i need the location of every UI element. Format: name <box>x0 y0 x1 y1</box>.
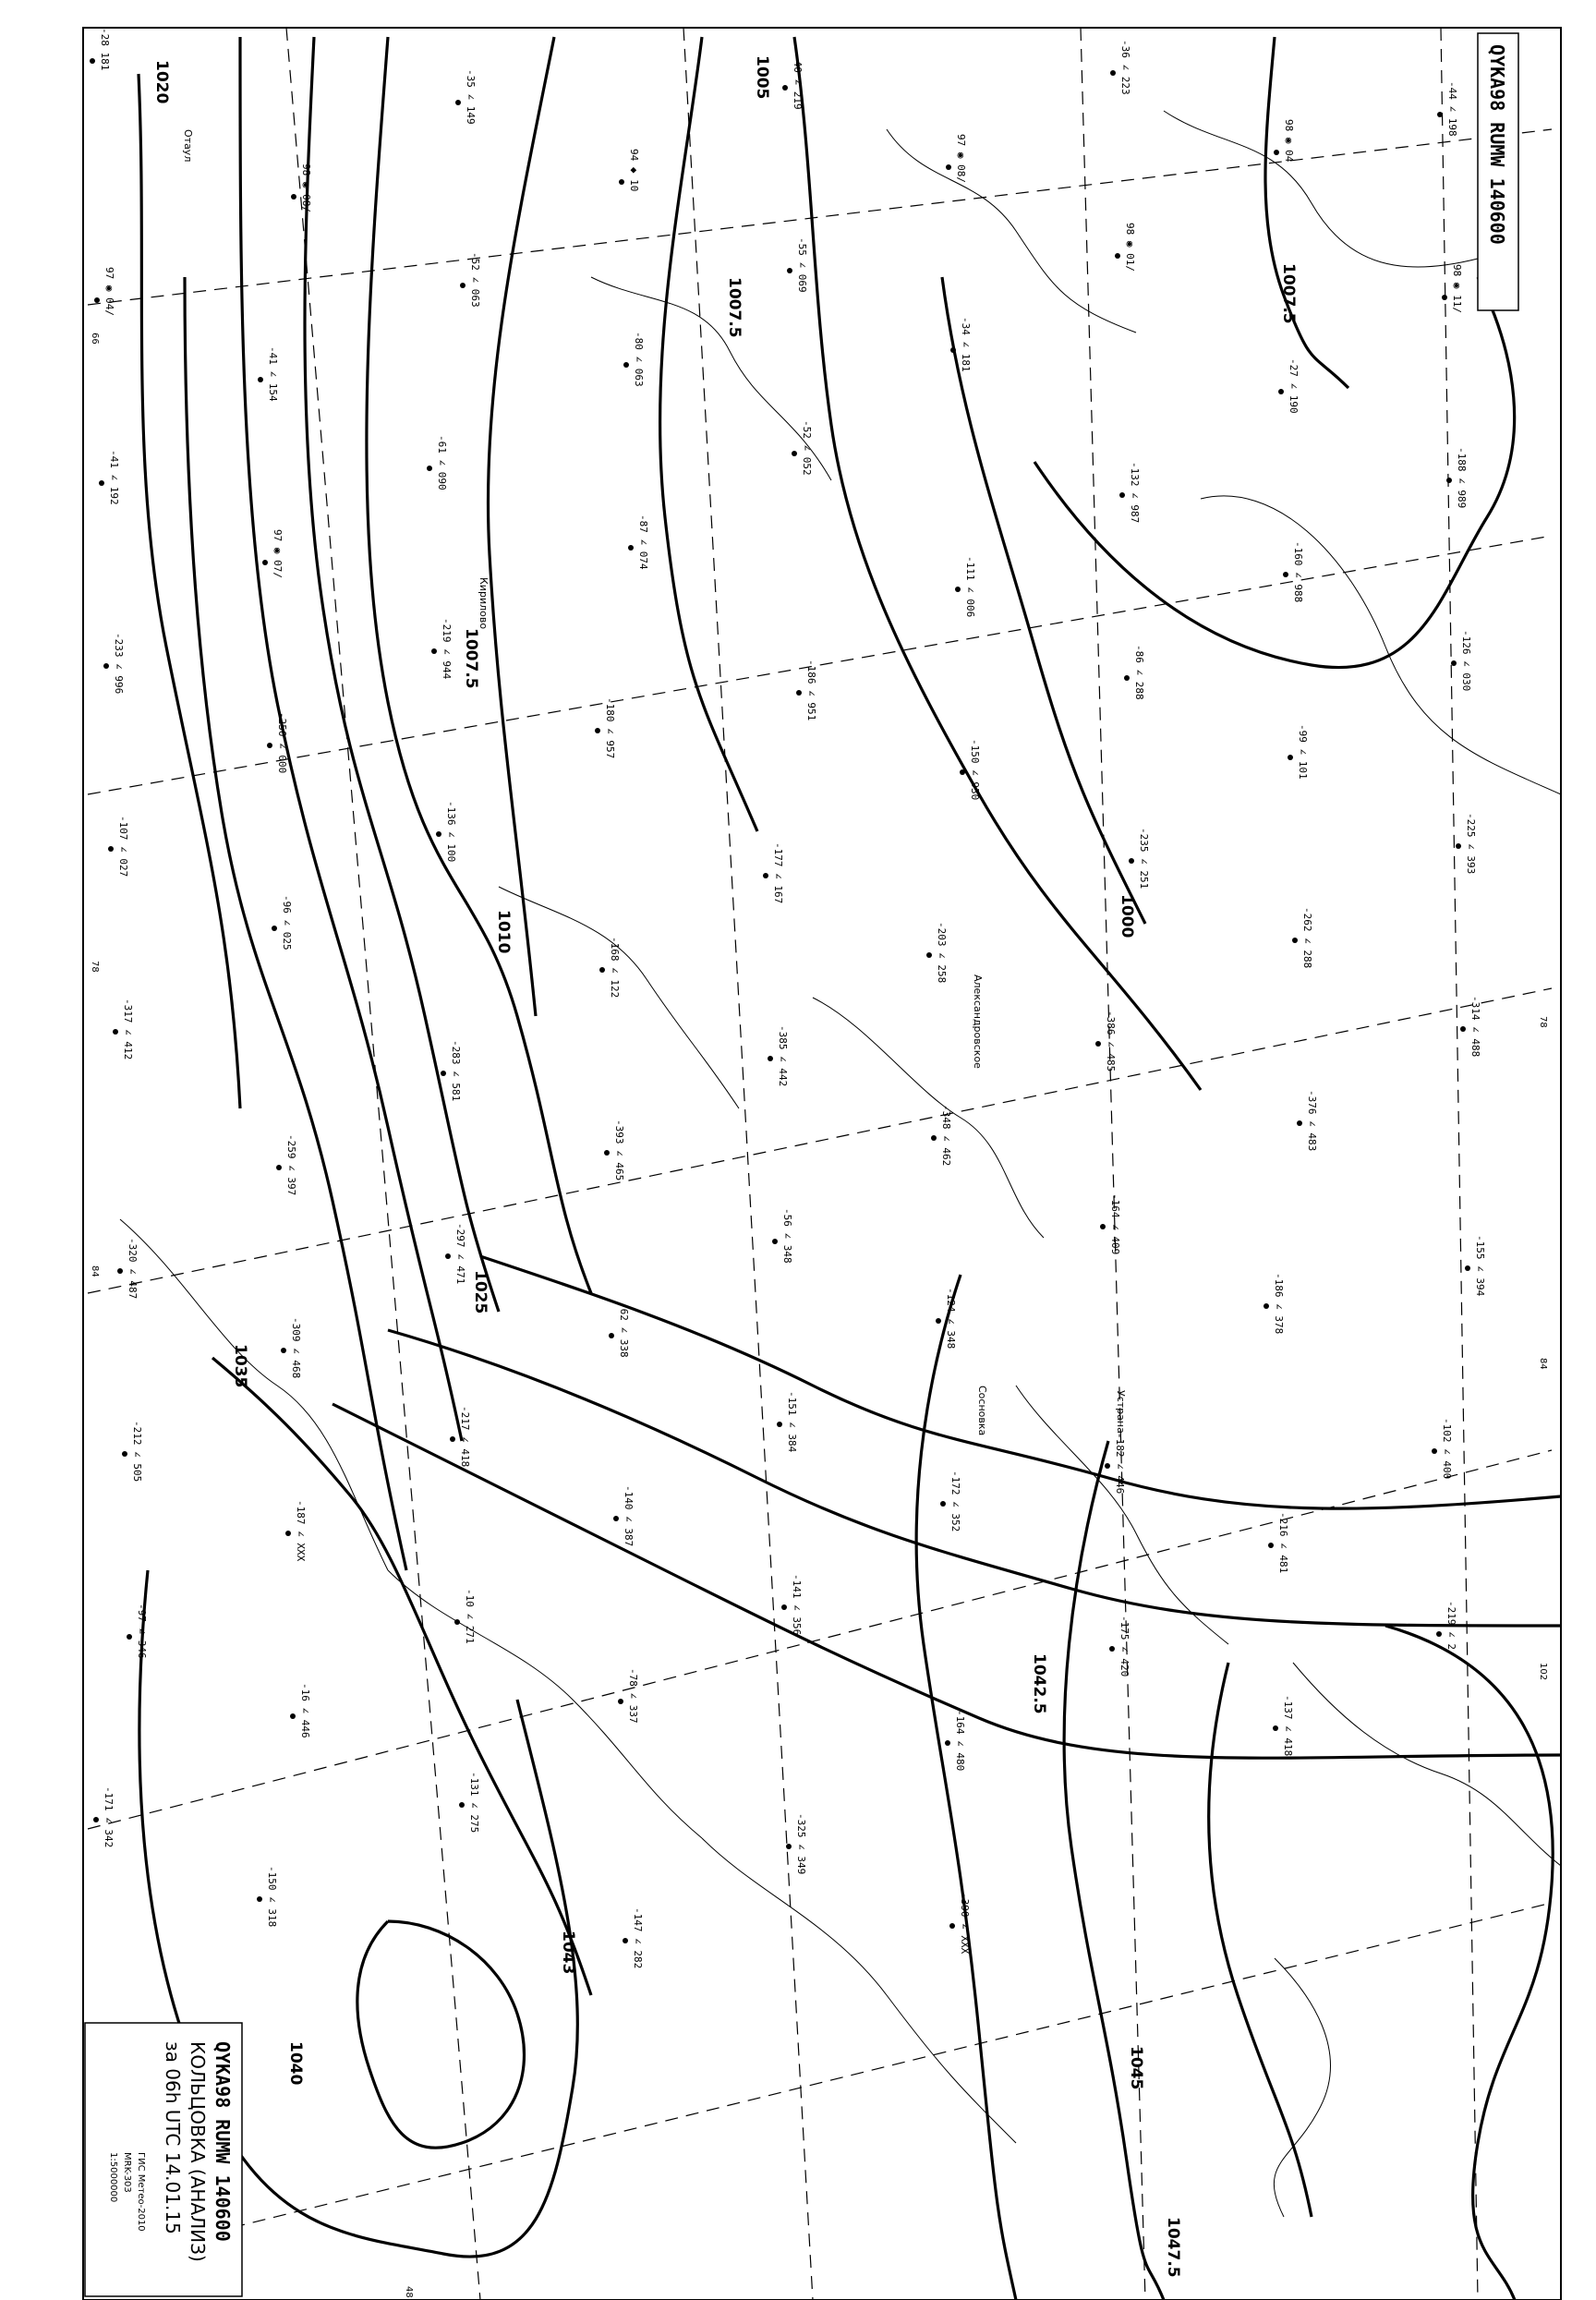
station-plot: -124 ∠ 348 <box>945 1288 957 1350</box>
station-plot: -180 ∠ 957 <box>604 697 616 759</box>
station-plot: -35 ∠ 149 <box>465 69 477 125</box>
station-dot <box>1268 1543 1274 1548</box>
isobar-1000 <box>1034 277 1515 668</box>
station-plot: 98 ◉ 11/ <box>1451 264 1463 313</box>
station-dot <box>1432 1448 1437 1454</box>
isobar-1025 <box>480 1256 1561 1508</box>
station-plot: -28 181 <box>99 28 111 71</box>
station-dot <box>258 377 263 382</box>
station-plot: -216 ∠ 481 <box>1277 1512 1289 1574</box>
isobar-label: 1000 <box>1118 894 1136 938</box>
station-plot: -164 ∠ 409 <box>1109 1193 1121 1255</box>
station-plot: -233 ∠ 996 <box>113 633 125 695</box>
station-dot <box>113 1029 118 1035</box>
station-dot <box>1292 938 1298 943</box>
station-dot <box>1451 660 1457 666</box>
station-plot: -56 ∠ 348 <box>781 1208 793 1264</box>
station-plot: -212 ∠ 505 <box>131 1421 143 1483</box>
station-dot <box>955 587 961 592</box>
place-name: Александровское <box>972 974 984 1069</box>
station-plot: -187 ∠ XXX <box>295 1500 307 1562</box>
station-dot <box>936 1318 941 1324</box>
station-dot <box>595 728 600 733</box>
isobar-label: 1043 <box>559 1931 577 1975</box>
station-dot <box>787 268 792 273</box>
station-dot <box>599 967 605 973</box>
coordinate-grid <box>88 28 1552 2300</box>
station-plot: -297 ∠ 471 <box>454 1223 466 1285</box>
station-dot <box>1283 572 1288 577</box>
isobar-1015 <box>240 37 462 1441</box>
station-dot <box>796 690 802 696</box>
station-dot <box>108 846 114 852</box>
station-plot: -171 ∠ 342 <box>103 1786 115 1848</box>
station-dot <box>772 1239 778 1244</box>
station-plot: -225 ∠ 393 <box>1465 813 1477 875</box>
station-plot: -78 ∠ 337 <box>627 1668 639 1724</box>
station-plot: -186 ∠ 378 <box>1273 1273 1285 1335</box>
station-plot: -99 ∠ 101 <box>1297 724 1309 780</box>
isobar-1020 <box>139 74 240 1108</box>
header-stamp-code: QYKA98 RUMW 140600 <box>1486 44 1508 245</box>
station-dot <box>441 1071 446 1076</box>
isobar-1030 <box>332 1404 1561 1758</box>
station-plot: -131 ∠ 275 <box>468 1772 480 1834</box>
station-plot: -188 ∠ 989 <box>1456 447 1468 509</box>
lat-label: 84 <box>1538 1358 1548 1370</box>
station-dot <box>1110 70 1116 76</box>
station-dot <box>940 1501 946 1507</box>
station-dot <box>1437 112 1443 117</box>
station-plot: -283 ∠ 581 <box>450 1040 462 1102</box>
station-dot <box>1273 1725 1278 1731</box>
station-plot: -10 ∠ 271 <box>464 1589 476 1644</box>
station-plot: 98 ◉ 08/ <box>300 163 312 212</box>
station-plot: -80 ∠ 063 <box>633 332 645 387</box>
station-plot: -147 ∠ 282 <box>632 1907 644 1969</box>
station-plot: -41 ∠ 192 <box>108 450 120 505</box>
station-plot: 94 ◆ 10 <box>628 149 640 192</box>
station-plot: -385 ∠ 442 <box>777 1025 789 1087</box>
station-plot: -314 ∠ 488 <box>1469 996 1481 1058</box>
place-name: Устрана <box>1115 1390 1127 1434</box>
coastlines <box>120 111 1561 2217</box>
station-dot <box>281 1348 286 1353</box>
station-plot: -96 ∠ 025 <box>281 895 293 950</box>
footer-stamp <box>85 2023 242 2296</box>
place-name: Сосновка <box>976 1386 988 1436</box>
isobar-1040-east <box>916 1275 1016 2300</box>
station-dot <box>949 1923 955 1929</box>
station-dot <box>1446 478 1452 483</box>
isobar-label: 1025 <box>471 1270 490 1314</box>
station-plot: -376 ∠ 483 <box>1306 1090 1318 1152</box>
isobar-label: 1005 <box>753 55 771 100</box>
station-plot: -150 ∠ 318 <box>266 1866 278 1928</box>
station-plot: 97 ◉ 07/ <box>272 529 284 578</box>
isobar-1027-5 <box>388 1330 1561 1626</box>
isobar-1043 <box>357 1921 525 2148</box>
station-plot: -164 ∠ 480 <box>954 1710 966 1772</box>
station-plot: -250 ∠ 000 <box>276 712 288 774</box>
station-dot <box>609 1333 614 1338</box>
station-plot: -107 ∠ 027 <box>117 816 129 878</box>
station-plot: -87 ∠ 074 <box>637 514 649 570</box>
station-plot: -86 ∠ 288 <box>1133 645 1145 700</box>
station-plot: -40 ∠ 219 <box>792 54 804 110</box>
isobar-1047-5 <box>1385 1626 1553 2300</box>
lat-label: 78 <box>90 961 100 973</box>
station-dot <box>1105 1463 1110 1469</box>
station-dot <box>604 1150 610 1156</box>
station-plots <box>90 28 1486 1968</box>
station-dot <box>623 1938 628 1943</box>
station-dot <box>276 1165 282 1170</box>
isobar-label: 1007.5 <box>725 277 744 338</box>
station-plot: 98 ◉ 04 <box>1283 119 1295 163</box>
station-dot <box>450 1436 455 1442</box>
station-dot <box>619 179 624 185</box>
station-dot <box>960 769 965 775</box>
isobar-1005 <box>660 37 757 831</box>
station-plot: -186 ∠ 951 <box>805 660 817 721</box>
station-dot <box>777 1422 782 1427</box>
station-dot <box>122 1451 127 1457</box>
footer-stamp-time: за 06h UTC 14.01.15 <box>162 2041 184 2234</box>
station-dot <box>792 451 797 456</box>
station-dot <box>99 480 104 486</box>
station-plot: -259 ∠ 397 <box>285 1134 297 1196</box>
station-plot: -175 ∠ 420 <box>1118 1616 1130 1677</box>
station-plot: -36 ∠ 223 <box>1119 40 1131 95</box>
station-dot <box>763 873 768 878</box>
station-plot: -141 ∠ 356 <box>791 1574 803 1636</box>
station-plot: 97 ◉ 08/ <box>955 134 967 183</box>
station-dot <box>290 1713 296 1719</box>
station-dot <box>1278 389 1284 394</box>
station-dot <box>454 1619 460 1625</box>
station-dot <box>1129 858 1134 864</box>
station-dot <box>782 85 788 91</box>
station-dot <box>267 743 272 748</box>
station-dot <box>1460 1026 1466 1032</box>
station-dot <box>1274 150 1279 155</box>
station-plot: -320 ∠ 487 <box>127 1238 139 1300</box>
place-name: Кирилово <box>478 577 490 630</box>
station-plot: -52 ∠ 063 <box>469 252 481 308</box>
station-plot: -235 ∠ 251 <box>1138 828 1150 890</box>
footer-stamp-scale: 1:5000000 <box>108 2152 118 2203</box>
station-plot: -390 ∠ XXX <box>959 1893 971 1955</box>
station-plot: 97 ◉ 04/ <box>103 267 115 316</box>
station-dot <box>1124 675 1130 681</box>
station-dot <box>459 1802 465 1808</box>
station-dot <box>1264 1303 1269 1309</box>
station-dot <box>618 1699 623 1704</box>
station-dot <box>613 1516 619 1521</box>
isobar-label: 1010 <box>494 910 513 954</box>
isobar-label: 1040 <box>286 2041 305 2086</box>
station-dot <box>285 1531 291 1536</box>
station-dot <box>436 831 441 837</box>
station-plot: -16 ∠ 446 <box>299 1683 311 1738</box>
station-dot <box>946 164 951 170</box>
station-dot <box>257 1896 262 1902</box>
station-plot: -34 ∠ 181 <box>960 317 972 372</box>
station-plot: -151 ∠ 384 <box>786 1391 798 1453</box>
station-plot: -136 ∠ 100 <box>445 801 457 863</box>
station-dot <box>628 545 634 551</box>
station-plot: -393 ∠ 465 <box>613 1120 625 1181</box>
isobar-label: 1035 <box>231 1344 249 1388</box>
station-plot: -61 ∠ 090 <box>436 435 448 490</box>
latitude-labels <box>90 333 1548 2298</box>
isobar-label: 1045 <box>1127 2046 1145 2090</box>
station-dot <box>103 663 109 669</box>
station-dot <box>1465 1265 1470 1271</box>
station-dot <box>786 1844 792 1849</box>
station-plot: -137 ∠ 418 <box>1282 1695 1294 1757</box>
station-dot <box>94 297 100 303</box>
station-dot <box>1297 1120 1302 1126</box>
station-plot: -325 ∠ 349 <box>795 1813 807 1875</box>
station-dot <box>291 194 296 200</box>
station-dot <box>931 1135 937 1141</box>
station-plot: -62 ∠ 338 <box>618 1302 630 1358</box>
place-name: Отаул <box>182 129 194 163</box>
isobars <box>139 37 1561 2300</box>
station-plot: -41 ∠ 154 <box>267 346 279 402</box>
station-dot <box>1119 492 1125 498</box>
station-plot: -317 ∠ 412 <box>122 999 134 1060</box>
station-plot: -177 ∠ 167 <box>772 842 784 904</box>
station-dot <box>445 1253 451 1259</box>
isobar-label: 1042.5 <box>1030 1653 1048 1714</box>
station-dot <box>262 560 268 565</box>
station-plot: -386 ∠ 485 <box>1105 1011 1117 1072</box>
footer-stamp-title: КОЛЬЦОВКА (АНАЛИЗ) <box>187 2041 209 2262</box>
station-dot <box>1456 843 1461 849</box>
lat-label: 84 <box>90 1265 100 1277</box>
station-plot: -168 ∠ 122 <box>609 937 621 999</box>
lat-label: 102 <box>1538 1663 1548 1681</box>
place-names <box>182 129 1127 1435</box>
station-plot: -219 ∠ 2 <box>1445 1601 1457 1650</box>
station-plot: -219 ∠ 944 <box>441 618 453 680</box>
station-dot <box>427 466 432 471</box>
station-dot <box>460 283 466 288</box>
isobar-label: 1047.5 <box>1164 2217 1182 2278</box>
station-plot: -140 ∠ 387 <box>623 1485 635 1547</box>
footer-stamp-product: MRK-303 <box>122 2152 132 2193</box>
station-plot: -150 ∠ 930 <box>969 739 981 801</box>
station-dot <box>93 1817 99 1822</box>
lat-label: 78 <box>1538 1016 1548 1028</box>
station-plot: -132 ∠ 987 <box>1129 462 1141 524</box>
header-stamp <box>1478 33 1518 310</box>
isobar-1007-5-a <box>488 37 554 1016</box>
lat-label: 48 <box>404 2286 414 2298</box>
station-plot: -262 ∠ 288 <box>1301 907 1313 969</box>
isobar-1045 <box>1209 1663 1312 2217</box>
isobar-label: 1007.5 <box>1279 263 1298 324</box>
station-plot: -52 ∠ 052 <box>801 420 813 476</box>
station-plot: -309 ∠ 468 <box>290 1317 302 1379</box>
isobar-1022-5 <box>794 37 1201 1090</box>
station-plot: -44 ∠ 198 <box>1446 81 1458 137</box>
station-dot <box>781 1604 787 1610</box>
station-plot: -111 ∠ 006 <box>964 556 976 618</box>
station-dot <box>455 100 461 105</box>
station-dot <box>272 926 277 931</box>
station-plot: -155 ∠ 394 <box>1474 1235 1486 1297</box>
footer-stamp-credit: ГИС Метео-2010 <box>136 2152 146 2232</box>
station-plot: -97 ∠ 346 <box>136 1604 148 1659</box>
isobar-1042-5 <box>1064 1441 1164 2300</box>
isobar-label: 1020 <box>152 60 171 104</box>
footer-stamp-code: QYKA98 RUMW 140600 <box>212 2041 234 2242</box>
isobar-label: 1007.5 <box>462 628 480 689</box>
station-dot <box>768 1056 773 1061</box>
station-dot <box>1115 253 1120 259</box>
station-plot: -126 ∠ 030 <box>1460 630 1472 692</box>
station-dot <box>127 1634 132 1640</box>
station-plot: -172 ∠ 352 <box>949 1471 961 1532</box>
station-plot: -348 ∠ 462 <box>940 1105 952 1167</box>
station-dot <box>945 1740 950 1746</box>
station-dot <box>1100 1224 1106 1229</box>
station-dot <box>1109 1646 1115 1652</box>
lat-label: 66 <box>90 333 100 345</box>
station-plot: -27 ∠ 190 <box>1288 358 1300 414</box>
station-dot <box>90 58 95 64</box>
station-plot: -217 ∠ 418 <box>459 1406 471 1468</box>
station-plot: -102 ∠ 400 <box>1441 1418 1453 1480</box>
station-plot: -203 ∠ 258 <box>936 922 948 984</box>
station-dot <box>1442 295 1447 300</box>
station-plot: -160 ∠ 988 <box>1292 541 1304 603</box>
station-plot: 98 ◉ 01/ <box>1124 223 1136 272</box>
station-dot <box>1095 1041 1101 1047</box>
station-dot <box>117 1268 123 1274</box>
station-dot <box>1288 755 1293 760</box>
station-dot <box>1436 1631 1442 1637</box>
isobar-1007-5-b <box>1265 37 1348 388</box>
station-dot <box>950 347 956 353</box>
station-dot <box>926 952 932 958</box>
station-dot <box>431 648 437 654</box>
station-plot: -182 ∠ 446 <box>1114 1433 1126 1495</box>
station-dot <box>623 362 629 368</box>
station-plot: -55 ∠ 069 <box>796 237 808 293</box>
